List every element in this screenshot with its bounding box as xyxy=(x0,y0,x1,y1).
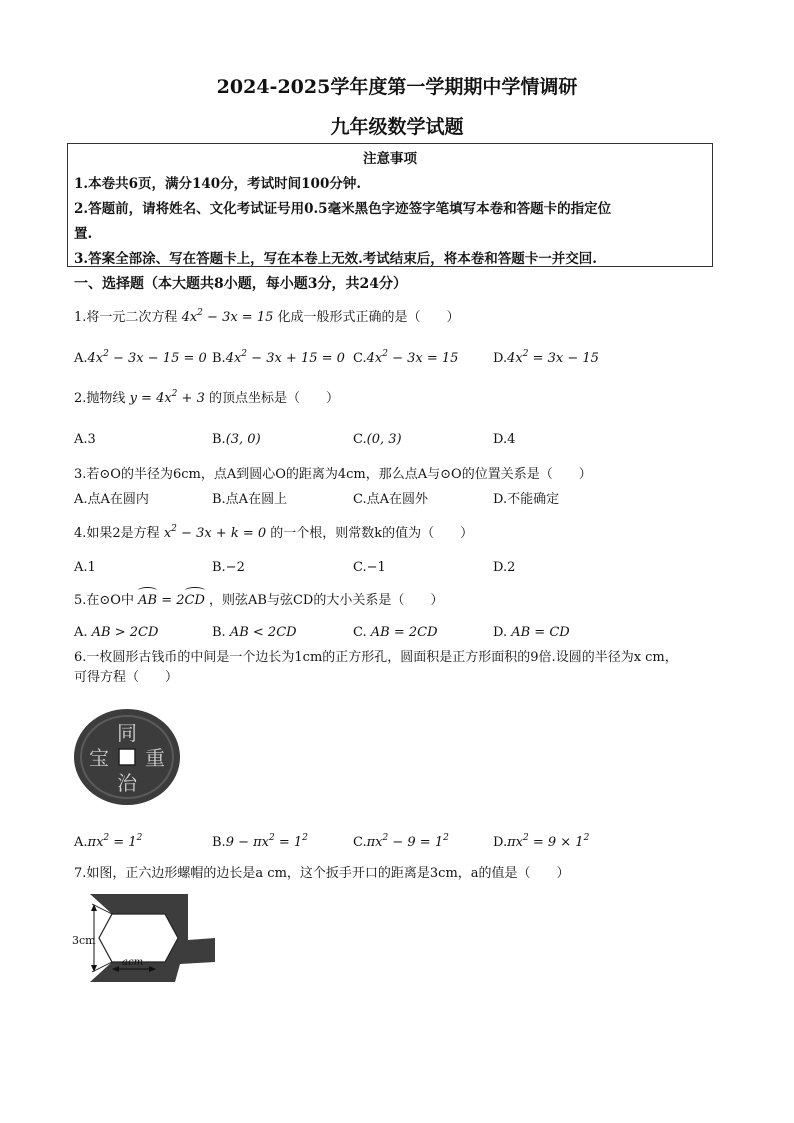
q2-option-a[interactable]: A.3 xyxy=(74,432,96,447)
question-7: 7.如图，正六边形螺帽的边长是a cm，这个扳手开口的距离是3cm，a的值是（ ） xyxy=(74,866,570,881)
q2-option-c[interactable]: C.(0, 3) xyxy=(353,432,402,447)
notice-heading: 注意事项 xyxy=(363,151,417,167)
notice-item-2-cont: 置. xyxy=(74,226,93,242)
coin-char-left: 宝 xyxy=(89,746,109,770)
q4-option-a[interactable]: A.1 xyxy=(74,560,96,575)
coin-figure xyxy=(72,707,182,807)
q5-option-a[interactable]: A. AB > 2CD xyxy=(74,625,159,640)
coin-char-top: 同 xyxy=(117,721,137,745)
q1-option-d[interactable]: $D.4x^2 = 3x - 15$ xyxy=(493,349,599,366)
q6-option-d[interactable]: $D.\pi x^2 = 9 \times 1^2$ xyxy=(493,833,590,850)
q3-option-d[interactable]: D.不能确定 xyxy=(493,492,560,507)
question-5: 5.在⊙O中 AB = 2CD ，则弦AB与弦CD的大小关系是（ ） xyxy=(74,591,443,611)
q2-option-b[interactable]: B.(3, 0) xyxy=(212,432,261,447)
notice-box xyxy=(67,143,713,267)
notice-item-1: 1.本卷共6页，满分140分，考试时间100分钟. xyxy=(74,176,362,192)
wrench-figure xyxy=(70,892,220,984)
q4-option-c[interactable]: C.−1 xyxy=(353,560,386,575)
q6-option-c[interactable]: $C.\pi x^2 - 9 = 1^2$ xyxy=(353,833,449,850)
section-heading: 一、选择题（本大题共8小题，每小题3分，共24分） xyxy=(74,276,407,292)
q5-option-b[interactable]: B. AB < 2CD xyxy=(212,625,297,640)
q3-option-b[interactable]: B.点A在圆上 xyxy=(212,492,288,507)
notice-item-2: 2.答题前，请将姓名、文化考试证号用0.5毫米黑色字迹签字笔填写本卷和答题卡的指定位 xyxy=(74,201,612,217)
question-6: 6.一枚圆形古钱币的中间是一个边长为1cm的正方形孔，圆面积是正方形面积的9倍.设圆的半径为x cm， 可得方程（ ） xyxy=(74,650,678,685)
q6-option-b[interactable]: $B.9 - \pi x^2 = 1^2$ xyxy=(212,833,308,850)
q5-option-c[interactable]: C. AB = 2CD xyxy=(353,625,438,640)
notice-item-3: 3.答案全部涂、写在答题卡上，写在本卷上无效.考试结束后，将本卷和答题卡一并交回. xyxy=(74,251,597,267)
coin-char-right: 重 xyxy=(145,746,165,770)
q4-option-d[interactable]: D.2 xyxy=(493,560,516,575)
wrench-label-acm: acm xyxy=(122,957,144,968)
q3-option-a[interactable]: A.点A在圆内 xyxy=(74,492,149,507)
question-4: 4.如果2是方程 $x^2 - 3x + k = 0$ 的一个根，则常数k的值为（ ） xyxy=(74,524,474,541)
exam-subtitle: 九年级数学试题 xyxy=(330,116,464,138)
q2-option-d[interactable]: D.4 xyxy=(493,432,516,447)
q1-option-c[interactable]: $C.4x^2 - 3x = 15$ xyxy=(353,349,459,366)
q3-option-c[interactable]: C.点A在圆外 xyxy=(353,492,429,507)
question-1: 1.将一元二次方程 $4x^2 - 3x = 15$ 化成一般形式正确的是（ ） xyxy=(74,308,460,325)
q1-option-a[interactable]: $A.4x^2 - 3x - 15 = 0$ xyxy=(74,349,207,366)
wrench-label-3cm: 3cm xyxy=(72,934,96,947)
question-3: 3.若⊙O的半径为6cm，点A到圆心O的距离为4cm，那么点A与⊙O的位置关系是（ ） xyxy=(74,467,592,482)
q5-option-d[interactable]: D. AB = CD xyxy=(493,625,570,640)
q4-option-b[interactable]: B.−2 xyxy=(212,560,245,575)
q1-option-b[interactable]: $B.4x^2 - 3x + 15 = 0$ xyxy=(212,349,345,366)
q6-option-a[interactable]: $A.\pi x^2 = 1^2$ xyxy=(74,833,143,850)
question-2: 2.抛物线 $y = 4x^2 + 3$ 的顶点坐标是（ ） xyxy=(74,389,339,406)
coin-char-bottom: 治 xyxy=(117,771,137,795)
exam-title: 2024-2025学年度第一学期期中学情调研 xyxy=(216,76,578,98)
